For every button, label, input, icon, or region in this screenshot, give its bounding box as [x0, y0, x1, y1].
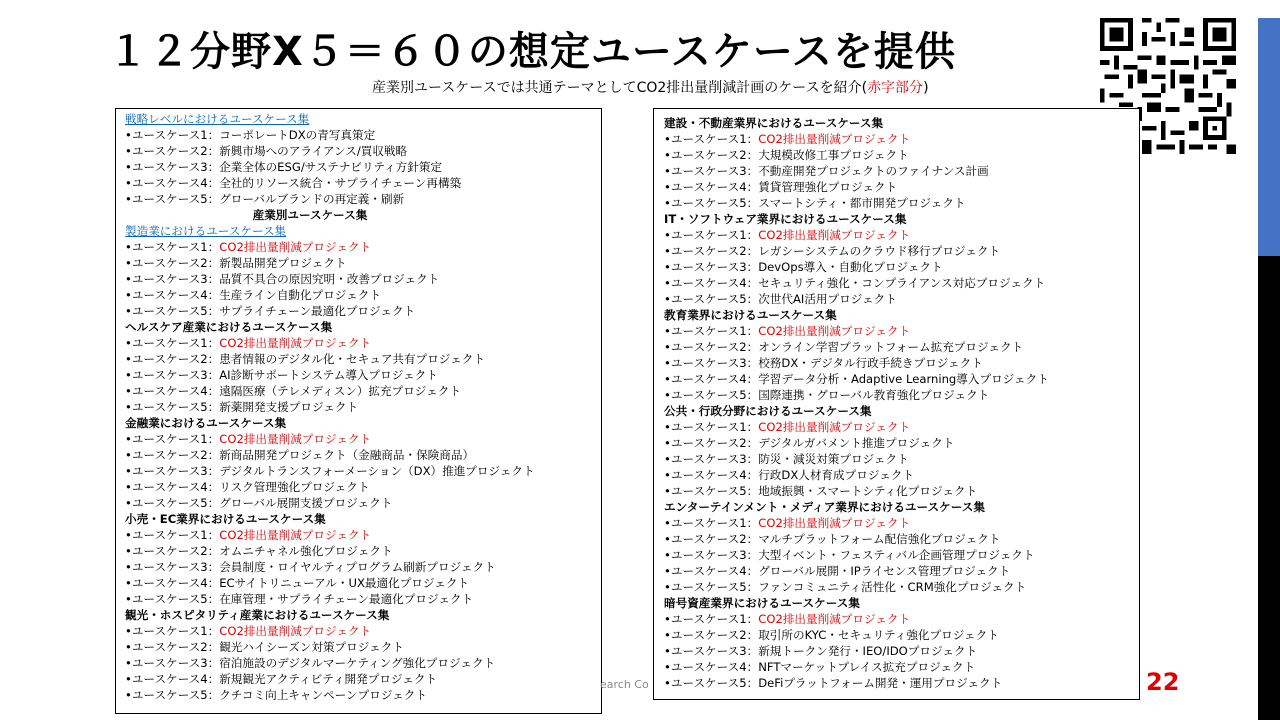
usecase-item: •ユースケース5：在庫管理・サプライチェーン最適化プロジェクト — [125, 592, 474, 606]
subtitle-end: ) — [923, 80, 929, 96]
usecase-highlight: CO2排出量削減プロジェクト — [758, 516, 911, 530]
usecase-item: •ユースケース4：新規観光アクティビティ開発プロジェクト — [125, 672, 438, 686]
usecase-item: •ユースケース3：新規トークン発行・IEO/IDOプロジェクト — [664, 644, 978, 658]
usecase-prefix: •ユースケース1： — [125, 432, 220, 446]
accent-bar-dark — [1258, 256, 1280, 720]
usecase-item: •ユースケース5：クチコミ向上キャンペーンプロジェクト — [125, 688, 427, 702]
usecase-prefix: •ユースケース1： — [664, 612, 759, 626]
usecase-item: •ユースケース4：セキュリティ強化・コンプライアンス対応プロジェクト — [664, 276, 1046, 290]
usecase-item: •ユースケース2：大規模改修工事プロジェクト — [664, 148, 909, 162]
usecase-item: •ユースケース5：グローバル展開支援プロジェクト — [125, 496, 393, 510]
usecase-item: •ユースケース1：コーポレートDXの青写真策定 — [125, 128, 376, 142]
usecase-item: •ユースケース5：DeFiプラットフォーム開発・運用プロジェクト — [664, 676, 1003, 690]
footer-text: earch Co — [600, 678, 649, 691]
usecase-item: •ユースケース2：観光ハイシーズン対策プロジェクト — [125, 640, 404, 654]
usecase-highlight: CO2排出量削減プロジェクト — [219, 336, 372, 350]
usecase-item: •ユースケース2：新興市場へのアライアンス/買収戦略 — [125, 144, 408, 158]
usecase-prefix: •ユースケース1： — [664, 228, 759, 242]
usecase-item: •ユースケース2：マルチプラットフォーム配信強化プロジェクト — [664, 532, 1001, 546]
left-usecase-box — [115, 108, 602, 714]
usecase-item: •ユースケース5：グローバルブランドの再定義・刷新 — [125, 192, 405, 206]
slide-title: １２分野X５＝６０の想定ユースケースを提供 — [108, 29, 956, 75]
section-link[interactable]: 戦略レベルにおけるユースケース集 — [125, 112, 310, 126]
usecase-item: •ユースケース5：新薬開発支援プロジェクト — [125, 400, 359, 414]
usecase-item: •ユースケース4：グローバル展開・IPライセンス管理プロジェクト — [664, 564, 1011, 578]
usecase-item: •ユースケース5：次世代AI活用プロジェクト — [664, 292, 897, 306]
usecase-item: •ユースケース3：不動産開発プロジェクトのファイナンス計画 — [664, 164, 989, 178]
usecase-item — [125, 527, 601, 543]
usecase-item: •ユースケース2：オンライン学習プラットフォーム拡充プロジェクト — [664, 340, 1024, 354]
usecase-item: •ユースケース2：取引所のKYC・セキュリティ強化プロジェクト — [664, 628, 999, 642]
usecase-item: •ユースケース4：NFTマーケットプレイス拡充プロジェクト — [664, 660, 976, 674]
usecase-item: •ユースケース3：品質不具合の原因究明・改善プロジェクト — [125, 272, 440, 286]
usecase-prefix: •ユースケース1： — [125, 624, 220, 638]
usecase-item: •ユースケース3：デジタルトランスフォーメーション（DX）推進プロジェクト — [125, 464, 535, 478]
usecase-highlight: CO2排出量削減プロジェクト — [758, 612, 911, 626]
usecase-item: •ユースケース4：遠隔医療（テレメディスン）拡充プロジェクト — [125, 384, 461, 398]
usecase-item: •ユースケース4：リスク管理強化プロジェクト — [125, 480, 370, 494]
usecase-item: •ユースケース5：スマートシティ・都市開発プロジェクト — [664, 196, 966, 210]
usecase-item: •ユースケース4：ECサイトリニューアル・UX最適化プロジェクト — [125, 576, 470, 590]
slide-subtitle — [372, 77, 929, 97]
usecase-item — [664, 131, 1139, 147]
right-usecase-box — [653, 108, 1140, 700]
section-heading: エンターテインメント・メディア業界におけるユースケース集 — [664, 500, 985, 514]
usecase-highlight: CO2排出量削減プロジェクト — [758, 324, 911, 338]
usecase-item: •ユースケース5：地域振興・スマートシティ化プロジェクト — [664, 484, 978, 498]
usecase-item — [125, 239, 601, 255]
usecase-item: •ユースケース4：学習データ分析・Adaptive Learning導入プロジェクト — [664, 372, 1049, 386]
section-heading: ヘルスケア産業におけるユースケース集 — [125, 320, 333, 334]
usecase-item: •ユースケース2：患者情報のデジタル化・セキュア共有プロジェクト — [125, 352, 485, 366]
usecase-highlight: CO2排出量削減プロジェクト — [758, 420, 911, 434]
usecase-prefix: •ユースケース1： — [125, 336, 220, 350]
usecase-item: •ユースケース5：サプライチェーン最適化プロジェクト — [125, 304, 416, 318]
section-heading: 観光・ホスピタリティ産業におけるユースケース集 — [125, 608, 390, 622]
section-heading: 教育業界におけるユースケース集 — [664, 308, 837, 322]
usecase-item: •ユースケース3：AI診断サポートシステム導入プロジェクト — [125, 368, 438, 382]
section-heading: 金融業におけるユースケース集 — [125, 416, 287, 430]
section-heading: 建設・不動産業界におけるユースケース集 — [664, 116, 884, 130]
usecase-item — [664, 611, 1139, 627]
usecase-item: •ユースケース4：全社的リソース統合・サプライチェーン再構築 — [125, 176, 462, 190]
usecase-item — [664, 515, 1139, 531]
usecase-item: •ユースケース3：会員制度・ロイヤルティプログラム刷新プロジェクト — [125, 560, 496, 574]
usecase-item: •ユースケース3：宿泊施設のデジタルマーケティング強化プロジェクト — [125, 656, 496, 670]
usecase-item — [125, 431, 601, 447]
section-heading: 公共・行政分野におけるユースケース集 — [664, 404, 872, 418]
usecase-item: •ユースケース4：生産ライン自動化プロジェクト — [125, 288, 381, 302]
usecase-item: •ユースケース3：DevOps導入・自動化プロジェクト — [664, 260, 943, 274]
usecase-item: •ユースケース3：企業全体のESG/サステナビリティ方針策定 — [125, 160, 443, 174]
usecase-highlight: CO2排出量削減プロジェクト — [758, 228, 911, 242]
usecase-item: •ユースケース4：行政DX人材育成プロジェクト — [664, 468, 914, 482]
section-heading: 暗号資産業界におけるユースケース集 — [664, 596, 860, 610]
usecase-item: •ユースケース2：デジタルガバメント推進プロジェクト — [664, 436, 955, 450]
section-heading: IT・ソフトウェア業界におけるユースケース集 — [664, 212, 907, 226]
usecase-prefix: •ユースケース1： — [664, 516, 759, 530]
usecase-prefix: •ユースケース1： — [125, 528, 220, 542]
usecase-highlight: CO2排出量削減プロジェクト — [219, 624, 372, 638]
accent-bar-blue — [1258, 18, 1280, 256]
page-number: 22 — [1146, 668, 1180, 696]
subtitle-text: 産業別ユースケースでは共通テーマとしてCO2排出量削減計画のケースを紹介( — [372, 80, 868, 96]
section-link[interactable]: 製造業におけるユースケース集 — [125, 224, 287, 238]
usecase-item: •ユースケース5：国際連携・グローバル教育強化プロジェクト — [664, 388, 990, 402]
usecase-item: •ユースケース2：オムニチャネル強化プロジェクト — [125, 544, 393, 558]
usecase-prefix: •ユースケース1： — [664, 132, 759, 146]
usecase-item — [664, 227, 1139, 243]
usecase-highlight: CO2排出量削減プロジェクト — [219, 240, 372, 254]
usecase-item — [664, 323, 1139, 339]
usecase-item: •ユースケース2：新商品開発プロジェクト（金融商品・保険商品） — [125, 448, 475, 462]
usecase-item: •ユースケース3：大型イベント・フェスティバル企画管理プロジェクト — [664, 548, 1035, 562]
category-heading: 産業別ユースケース集 — [252, 208, 368, 222]
usecase-item: •ユースケース4：賃貸管理強化プロジェクト — [664, 180, 898, 194]
usecase-item: •ユースケース2：レガシーシステムのクラウド移行プロジェクト — [664, 244, 1001, 258]
usecase-item: •ユースケース5：ファンコミュニティ活性化・CRM強化プロジェクト — [664, 580, 1027, 594]
usecase-item — [664, 419, 1139, 435]
usecase-prefix: •ユースケース1： — [125, 240, 220, 254]
section-heading: 小売・EC業界におけるユースケース集 — [125, 512, 326, 526]
usecase-prefix: •ユースケース1： — [664, 420, 759, 434]
usecase-item: •ユースケース2：新製品開発プロジェクト — [125, 256, 347, 270]
usecase-highlight: CO2排出量削減プロジェクト — [219, 528, 372, 542]
subtitle-red-text: 赤字部分 — [867, 80, 924, 96]
usecase-item — [125, 623, 601, 639]
usecase-highlight: CO2排出量削減プロジェクト — [758, 132, 911, 146]
usecase-item: •ユースケース3：校務DX・デジタル行政手続きプロジェクト — [664, 356, 983, 370]
usecase-prefix: •ユースケース1： — [664, 324, 759, 338]
usecase-item: •ユースケース3：防災・減災対策プロジェクト — [664, 452, 909, 466]
usecase-item — [125, 335, 601, 351]
usecase-highlight: CO2排出量削減プロジェクト — [219, 432, 372, 446]
